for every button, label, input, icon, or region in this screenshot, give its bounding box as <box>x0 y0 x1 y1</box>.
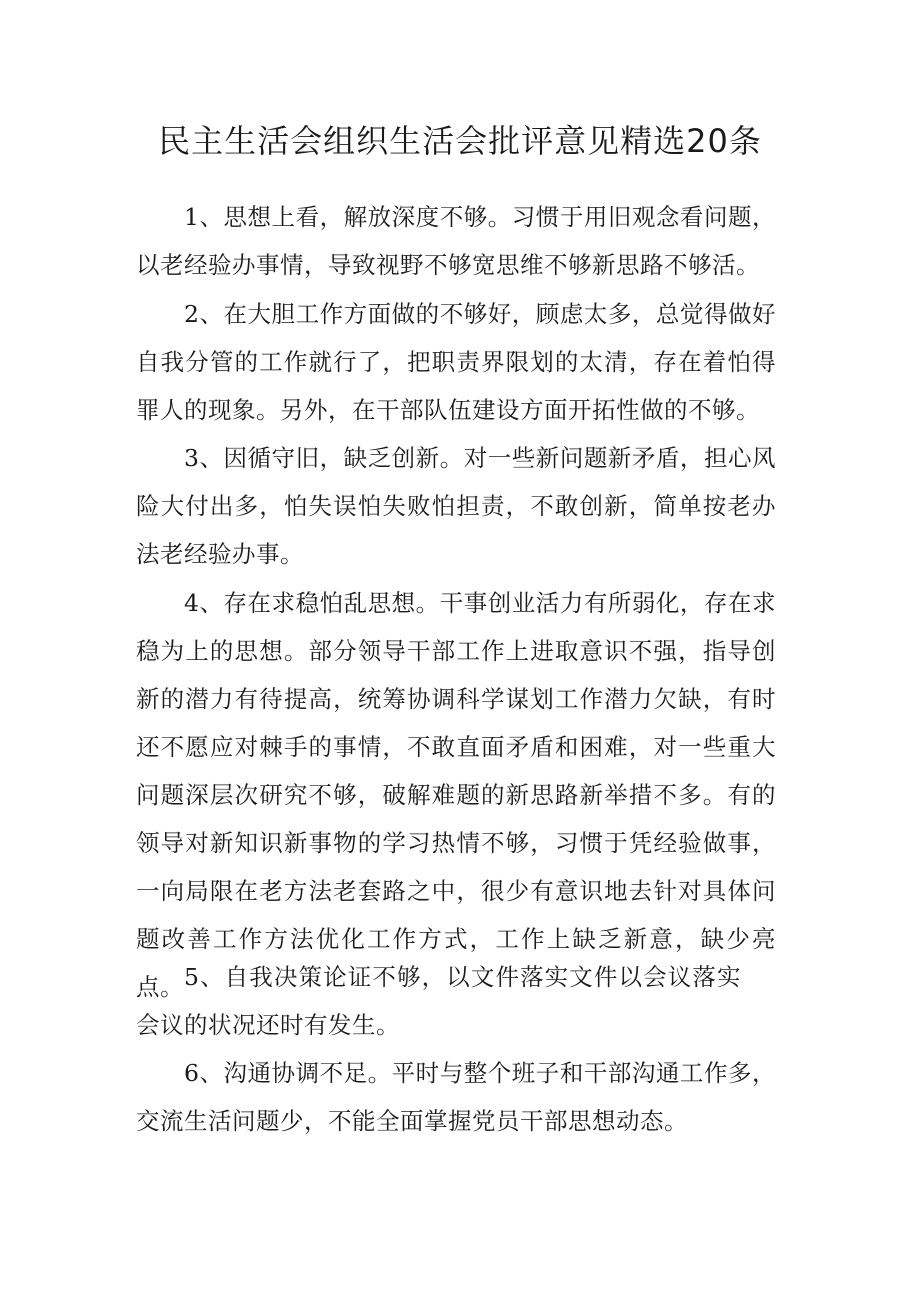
paragraph-4: 4、存在求稳怕乱思想。干事创业活力有所弱化，存在求稳为上的思想。部分领导干部工作上进取意识不强，指导创新的潜力有待提高，统筹协调科学谋划工作潜力欠缺，有时还不愿应对棘手的事情，不敢直面矛盾和困难，对一些重大问题深层次研究不够，破解难题的新思路新举措不多。有的领导对新知识新事物的学习热情不够，习惯于凭经验做事，一向局限在老方法老套路之中，很少有意识地去针对具体问题改善工作方法优化工作方式，工作上缺乏新意，缺少亮点。 <box>136 589 776 1001</box>
paragraph-1: 1、思想上看，解放深度不够。习惯于用旧观念看问题，以老经验办事情，导致视野不够宽思维不够新思路不够活。 <box>136 203 776 279</box>
paragraph-3: 3、因循守旧，缺乏创新。对一些新问题新矛盾，担心风险大付出多，怕失误怕失败怕担责，不敢创新，简单按老办法老经验办事。 <box>136 444 776 568</box>
paragraph-6: 6、沟通协调不足。平时与整个班子和干部沟通工作多，交流生活问题少，不能全面掌握党员干部思想动态。 <box>136 1059 776 1135</box>
paragraph-5: 5、自我决策论证不够，以文件落实文件以会议落实会议的状况还时有发生。 <box>136 963 741 1039</box>
document-title: 民主生活会组织生活会批评意见精选20条 <box>158 122 762 160</box>
paragraph-2: 2、在大胆工作方面做的不够好，顾虑太多，总觉得做好自我分管的工作就行了，把职责界限划的太清，存在着怕得罪人的现象。另外，在干部队伍建设方面开拓性做的不够。 <box>136 300 776 424</box>
